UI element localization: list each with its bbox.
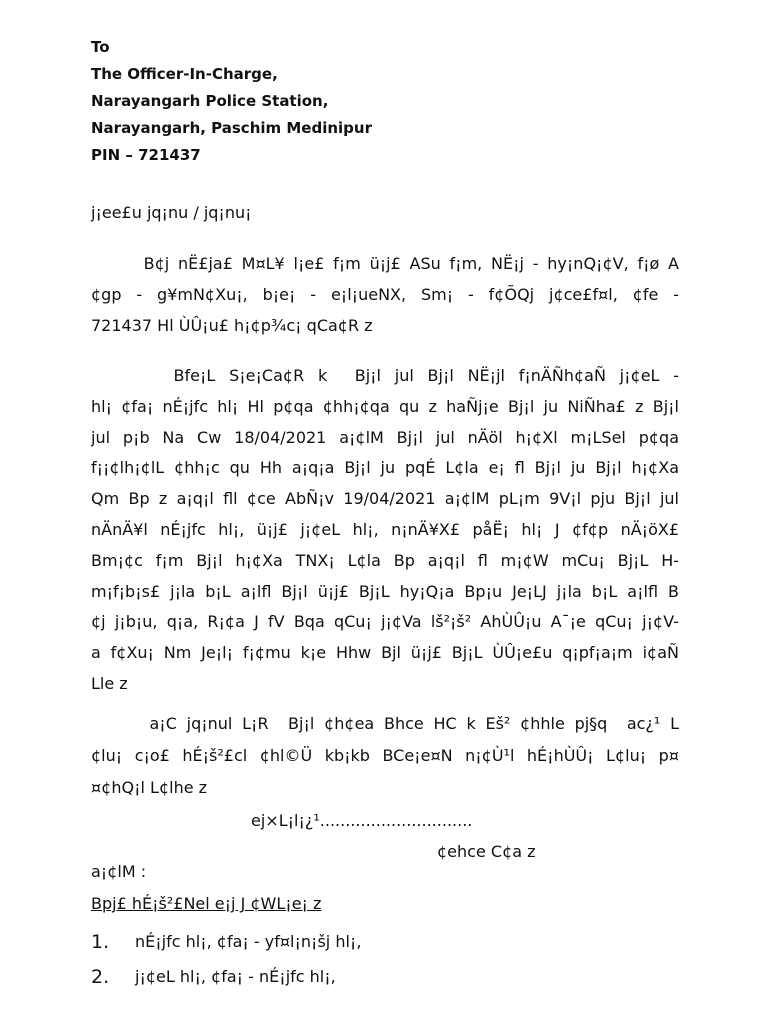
address-station: Narayangarh Police Station,	[91, 92, 329, 110]
closing-line: ej×L¡l¡¿¹..............................	[251, 811, 473, 830]
address-pin: PIN – 721437	[91, 146, 201, 164]
paragraph-line: a f¢Xu¡ Nm Je¡l¡ f¡¢mu k¡e Hhw Bjl ü¡j£ Bj¡L ÙÛ¡e£u q¡pf¡a¡m i¢aÑ	[91, 643, 679, 663]
list-number: 2.	[91, 965, 110, 988]
paragraph-line: f¡¡¢lh¡¢lL ¢hh¡c qu Hh a¡q¡a Bj¡l ju pqÉ L¢la e¡ fl Bj¡l ju Bj¡l h¡¢Xa	[91, 458, 679, 478]
paragraph-line: Lle z	[91, 673, 128, 693]
paragraph-line: Qm Bp z a¡q¡l fll ¢ce AbÑ¡v 19/04/2021 a¡¢lM pL¡m 9V¡l pju Bj¡l jul	[91, 489, 679, 509]
address-to: To	[91, 38, 110, 56]
paragraph-line: ¢lu¡ c¡o£ hÉ¡š²£cl ¢hl©Ü kb¡kb BCe¡e¤N n¡¢Ù¹l hÉ¡hÙÛ¡ L¢lu¡ p¤	[91, 746, 679, 765]
paragraph-line: Bm¡¢c f¡m Bj¡l h¡¢Xa TNX¡ L¢la Bp a¡q¡l fl m¡¢W mCu¡ Bj¡L H-	[91, 550, 679, 570]
salutation: j¡ee£u jq¡nu / jq¡nu¡	[91, 203, 252, 222]
list-number: 1.	[91, 930, 110, 953]
list-item	[91, 924, 361, 959]
paragraph-line: nÄnÄ¥l nÉ¡jfc hl¡, ü¡j£ j¡¢eL hl¡, n¡nÄ¥X£ påË¡ hl¡ J ¢f¢p nÄ¡öX£	[91, 519, 679, 539]
paragraph-line: Bfe¡L S¡e¡Ca¢R k Bj¡l jul Bj¡l NË¡jl f¡nÄÑh¢aÑ j¡¢eL -	[91, 366, 679, 385]
paragraph-line: hl¡ ¢fa¡ nÉ¡jfc hl¡ Hl p¢qa ¢hh¡¢qa qu z haÑj¡e Bj¡l ju NiÑha£ z Bj¡l	[91, 396, 679, 416]
signature-line: ¢ehce C¢a z	[437, 842, 536, 861]
paragraph-line: ¢j j¡b¡u, q¡a, R¡¢a J fV Bqa qCu¡ j¡¢Va lš²¡š² AhÙÛ¡u A¯¡e qCu¡ j¡¢V-	[91, 612, 679, 632]
paragraph-line: ¤¢hQ¡l L¢lhe z	[91, 778, 208, 797]
paragraph-line: a¡C jq¡nul L¡R Bj¡l ¢h¢ea Bhce HC k Eš² ¢hhle pj§q ac¿¹ L	[91, 714, 679, 733]
paragraph-complaint	[91, 361, 679, 700]
paragraph-line: m¡f¡b¡s£ j¡la b¡L a¡lfl Bj¡l ü¡j£ Bj¡L hy¡Q¡a Bp¡u Je¡LJ j¡la b¡L a¡lfl B	[91, 581, 679, 601]
paragraph-request	[91, 708, 679, 804]
paragraph-line: jul p¡b Na Cw 18/04/2021 a¡¢lM Bj¡l jul nÄöl h¡¢Xl m¡LSel p¢qa	[91, 427, 679, 447]
accused-list	[91, 924, 361, 994]
address-recipient: The Officer-In-Charge,	[91, 65, 278, 83]
recipient-address	[91, 34, 372, 169]
paragraph-line: B¢j nË£ja£ M¤L¥ l¡e£ f¡m ü¡j£ ASu f¡m, NË¡j - hy¡nQ¡¢V, f¡ø A	[91, 254, 679, 273]
accused-heading: Bpj£ hÉ¡š²£Nel e¡j J ¢WL¡e¡ z	[91, 894, 322, 913]
paragraph-line: 721437 Hl ÙÛ¡u£ h¡¢p¾c¡ qCa¢R z	[91, 315, 373, 335]
paragraph-line: ¢gp - g¥mN¢Xu¡, b¡e¡ - e¡l¡ueNX, Sm¡ - f¢ÕQj j¢ce£f¤l, ¢fe -	[91, 284, 679, 304]
date-label: a¡¢lM :	[91, 862, 147, 881]
list-text: j¡¢eL hl¡, ¢fa¡ - nÉ¡jfc hl¡,	[135, 967, 336, 986]
list-item	[91, 959, 361, 994]
address-location: Narayangarh, Paschim Medinipur	[91, 119, 372, 137]
list-text: nÉ¡jfc hl¡, ¢fa¡ - yf¤l¡n¡šj hl¡,	[135, 932, 362, 951]
paragraph-intro	[91, 249, 679, 341]
